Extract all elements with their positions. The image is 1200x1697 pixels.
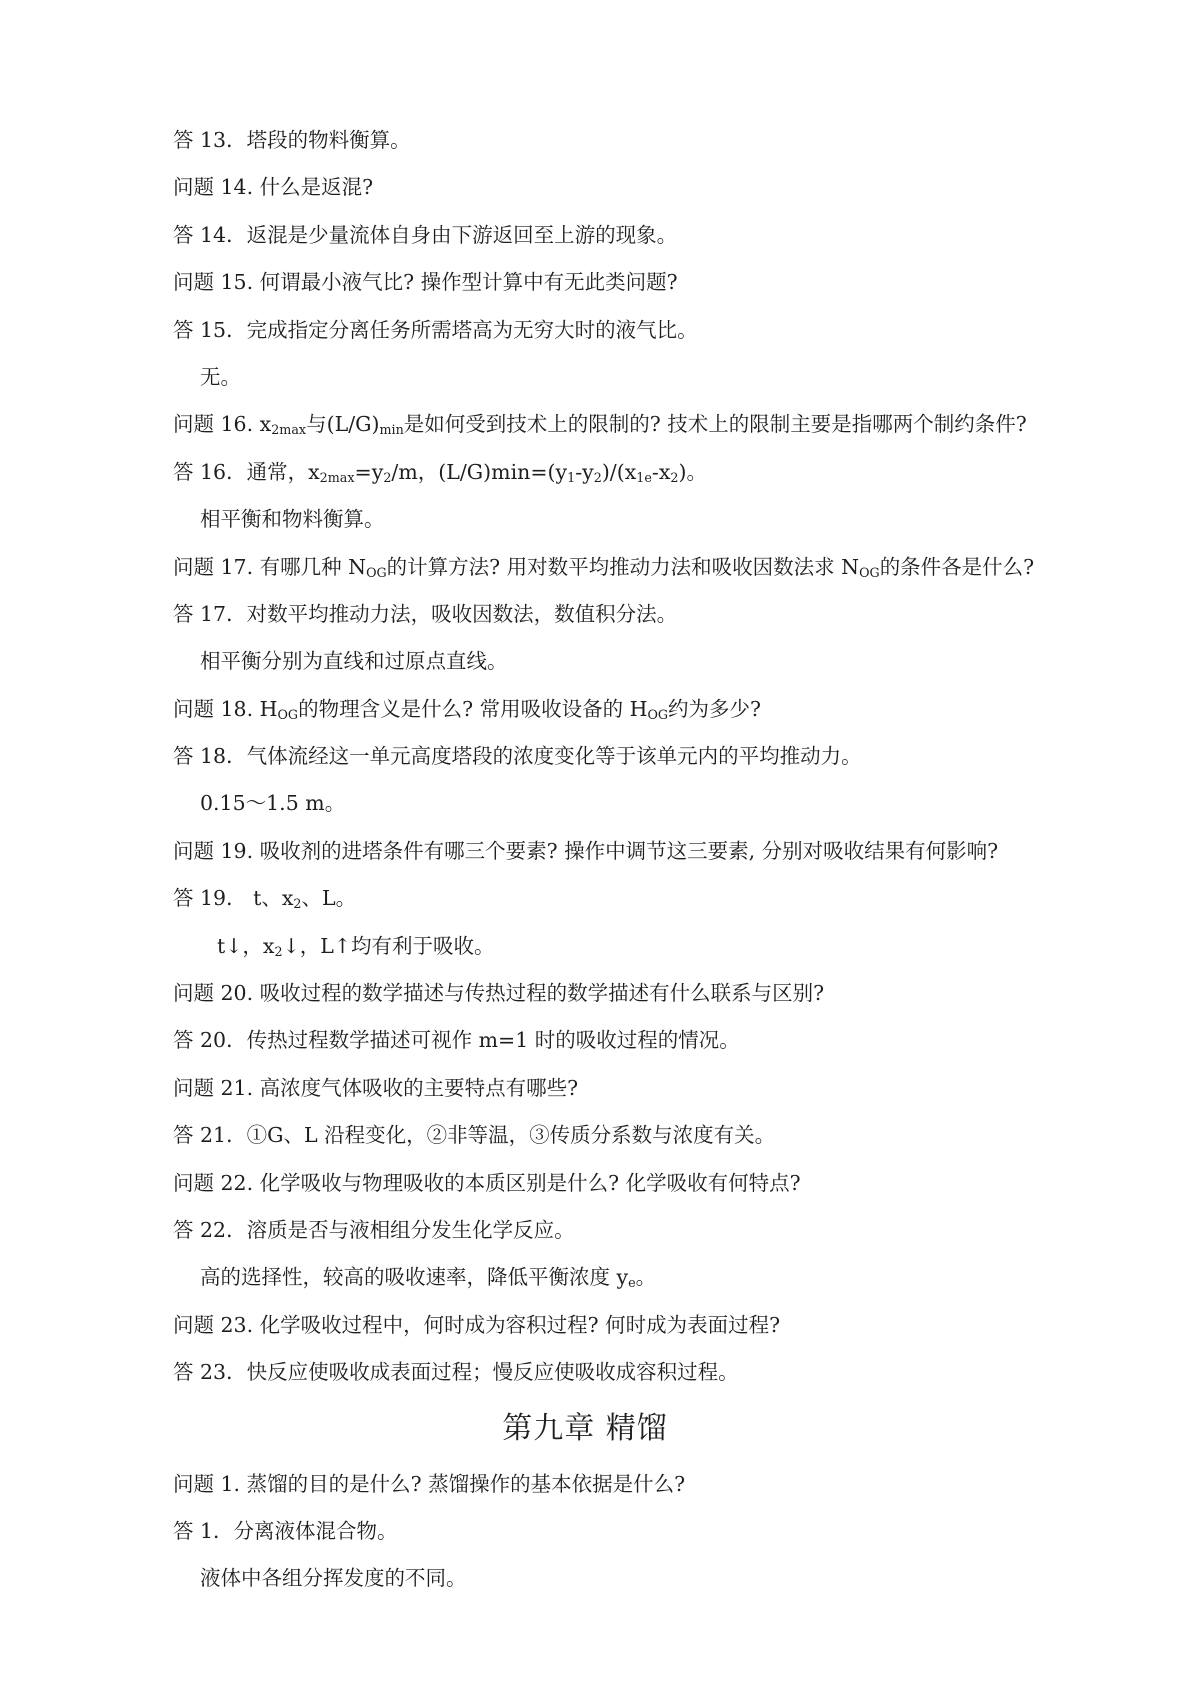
chapter-answer-1-note: 液体中各组分挥发度的不同。: [200, 1566, 467, 1591]
answer-18: 答 18．气体流经这一单元高度塔段的浓度变化等于该单元内的平均推动力。: [173, 744, 862, 769]
text-segment: 与(L/G): [306, 412, 380, 437]
chapter-answer-1: 答 1．分离液体混合物。: [173, 1518, 398, 1543]
question-17: [173, 544, 1163, 591]
question-19: 问题 19. 吸收剂的进塔条件有哪三个要素? 操作中调节这三要素, 分别对吸收结果有何影响?: [173, 838, 999, 863]
chapter-question-1: 问题 1. 蒸馏的目的是什么? 蒸馏操作的基本依据是什么?: [173, 1471, 686, 1496]
question-21: 问题 21. 高浓度气体吸收的主要特点有哪些?: [173, 1075, 579, 1100]
subscript: 2: [293, 896, 302, 912]
answer-14: 答 14．返混是少量流体自身由下游返回至上游的现象。: [173, 222, 678, 247]
subscript: 2max: [271, 422, 307, 438]
text-segment: 高的选择性，较高的吸收速率，降低平衡浓度 y: [200, 1265, 629, 1290]
subscript: 2: [274, 943, 283, 959]
text-segment: 问题 18. H: [173, 696, 278, 721]
subscript: OG: [277, 706, 299, 722]
subscript: 2: [670, 469, 679, 485]
text-segment: ↓，L↑均有利于吸收。: [282, 933, 495, 958]
chapter-heading: 第九章 精馏: [502, 1410, 668, 1446]
answer-13: 答 13．塔段的物料衡算。: [173, 128, 411, 152]
question-23: 问题 23. 化学吸收过程中，何时成为容积过程? 何时成为表面过程?: [173, 1312, 781, 1337]
answer-15: 答 15．完成指定分离任务所需塔高为无穷大时的液气比。: [173, 317, 698, 342]
text-segment: 的条件各是什么?: [879, 554, 1035, 579]
question-16: [173, 401, 1163, 448]
text-segment: 问题 17. 有哪几种 N: [173, 554, 367, 579]
subscript: 2: [383, 469, 392, 485]
answer-21: 答 21．①G、L 沿程变化，②非等温，③传质分系数与浓度有关。: [173, 1123, 776, 1148]
subscript: 2: [593, 469, 602, 485]
text-segment: 答 19． t、x: [173, 886, 294, 911]
answer-16: [173, 449, 1163, 496]
text-segment: )。: [678, 459, 707, 484]
text-segment: =y: [354, 459, 384, 484]
text-segment: 的物理含义是什么? 常用吸收设备的 H: [298, 696, 648, 721]
text-segment: 。: [635, 1265, 657, 1290]
answer-22-note: [173, 1254, 1190, 1301]
answer-22: 答 22．溶质是否与液相组分发生化学反应。: [173, 1217, 575, 1242]
text-segment: 是如何受到技术上的限制的? 技术上的限制主要是指哪两个制约条件?: [403, 412, 1027, 437]
answer-19: [173, 875, 1163, 922]
text-segment: /m，(L/G)min=(y: [391, 459, 568, 484]
subscript: OG: [647, 706, 669, 722]
subscript: 1e: [636, 469, 652, 485]
question-15: 问题 15. 何谓最小液气比? 操作型计算中有无此类问题?: [173, 270, 678, 295]
answer-18-note: 0.15～1.5 m。: [200, 791, 346, 816]
question-22: 问题 22. 化学吸收与物理吸收的本质区别是什么? 化学吸收有何特点?: [173, 1170, 801, 1195]
subscript: 2max: [319, 469, 355, 485]
answer-16-note: 相平衡和物料衡算。: [200, 507, 385, 532]
question-20: 问题 20. 吸收过程的数学描述与传热过程的数学描述有什么联系与区别?: [173, 981, 825, 1006]
answer-15-note: 无。: [200, 364, 241, 389]
text-segment: )/(x: [601, 459, 637, 484]
subscript: 1: [567, 469, 576, 485]
answer-19-note: [173, 923, 1200, 970]
text-segment: t↓，x: [217, 933, 275, 958]
text-segment: 答 16．通常，x: [173, 459, 320, 484]
answer-23: 答 23．快反应使吸收成表面过程；慢反应使吸收成容积过程。: [173, 1360, 739, 1385]
answer-17: 答 17．对数平均推动力法，吸收因数法，数值积分法。: [173, 601, 678, 626]
answer-20: 答 20．传热过程数学描述可视作 m=1 时的吸收过程的情况。: [173, 1028, 740, 1053]
question-18: [173, 686, 1163, 733]
subscript: min: [379, 422, 404, 438]
text-segment: 约为多少?: [668, 696, 762, 721]
subscript: OG: [859, 564, 880, 580]
subscript: e: [628, 1275, 636, 1291]
question-14: 问题 14. 什么是返混?: [173, 175, 374, 200]
text-segment: -x: [651, 459, 671, 484]
text-segment: -y: [575, 459, 594, 484]
answer-17-note: 相平衡分别为直线和过原点直线。: [200, 649, 508, 674]
subscript: OG: [366, 564, 387, 580]
text-segment: 问题 16. x: [173, 412, 272, 437]
text-segment: 、L。: [301, 886, 357, 911]
text-segment: 的计算方法? 用对数平均推动力法和吸收因数法求 N: [386, 554, 860, 579]
